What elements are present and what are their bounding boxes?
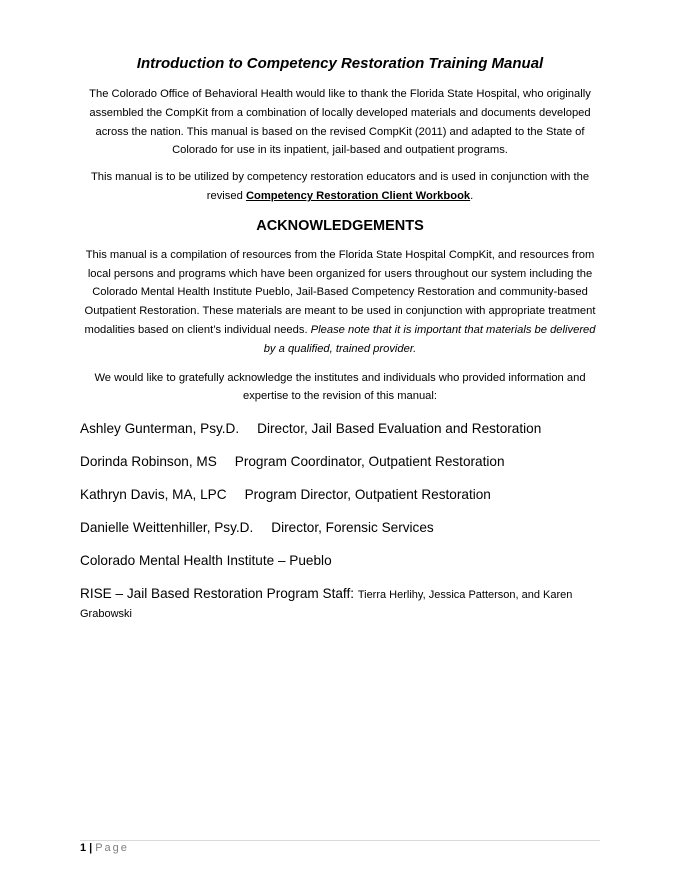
workbook-title: Competency Restoration Client Workbook xyxy=(245,189,471,202)
intro-paragraph-2 xyxy=(80,168,600,206)
person-name: Ashley Gunterman, Psy.D. xyxy=(80,421,240,437)
qualified-provider-note: Please note that it is important that materials be delivered by a qualified, trained provider. xyxy=(263,323,596,355)
person-row xyxy=(80,486,600,504)
person-name: Danielle Weittenhiller, Psy.D. xyxy=(80,520,254,536)
person-name: Kathryn Davis, MA, LPC xyxy=(80,487,227,503)
acknowledgements-heading: ACKNOWLEDGEMENTS xyxy=(256,217,424,234)
intro-paragraph-2-text: This manual is to be utilized by competency restoration educators and is used in conjunction with the revised xyxy=(90,171,590,202)
page-label: Page xyxy=(95,842,129,854)
acknowledgements-paragraph-1 xyxy=(80,246,600,359)
rise-label: RISE – Jail Based Restoration Program Staff: xyxy=(80,586,355,602)
person-row xyxy=(80,453,600,471)
person-name: Dorinda Robinson, MS xyxy=(80,454,217,470)
acknowledgements-text: This manual is a compilation of resources from the Florida State Hospital CompKit, and resources from local persons and programs which have been organized for users throughout our system including the Colorado Mental Health Institute Pueblo, Jail-Based Competency Restoration and community-based Outpatient Restoration. These materials are meant to be used in conjunction with appropriate treatment modalities based on client’s individual needs. xyxy=(84,248,596,336)
footer-separator: | xyxy=(89,842,93,854)
rise-staff-names: Tierra Herlihy, Jessica Patterson, and Karen Grabowski xyxy=(80,589,573,621)
page-title: Introduction to Competency Restoration Training Manual xyxy=(136,55,544,72)
footer-divider xyxy=(80,840,600,841)
institute-row: Colorado Mental Health Institute – Pueblo xyxy=(80,553,332,569)
intro-paragraph-1: The Colorado Office of Behavioral Health would like to thank the Florida State Hospital, who originally assembled the CompKit from a combination of locally developed materials and documents developed across the nation. This manual is based on the revised CompKit (2011) and adapted to the State of Colorado for use in its inpatient, jail-based and outpatient programs. xyxy=(89,88,591,157)
intro-paragraph-2-end: . xyxy=(470,189,474,202)
rise-staff-row xyxy=(80,585,600,623)
page-content xyxy=(80,55,600,623)
person-role: Director, Forensic Services xyxy=(271,520,434,536)
person-role: Director, Jail Based Evaluation and Restoration xyxy=(257,421,542,437)
person-role: Program Director, Outpatient Restoration xyxy=(244,487,491,503)
person-row xyxy=(80,519,600,537)
acknowledgements-paragraph-2: We would like to gratefully acknowledge the institutes and individuals who provided information and expertise to the revision of this manual: xyxy=(94,371,586,403)
person-role: Program Coordinator, Outpatient Restoration xyxy=(234,454,505,470)
person-row xyxy=(80,420,600,438)
page-number: 1 xyxy=(80,842,87,854)
page-footer xyxy=(80,842,129,854)
